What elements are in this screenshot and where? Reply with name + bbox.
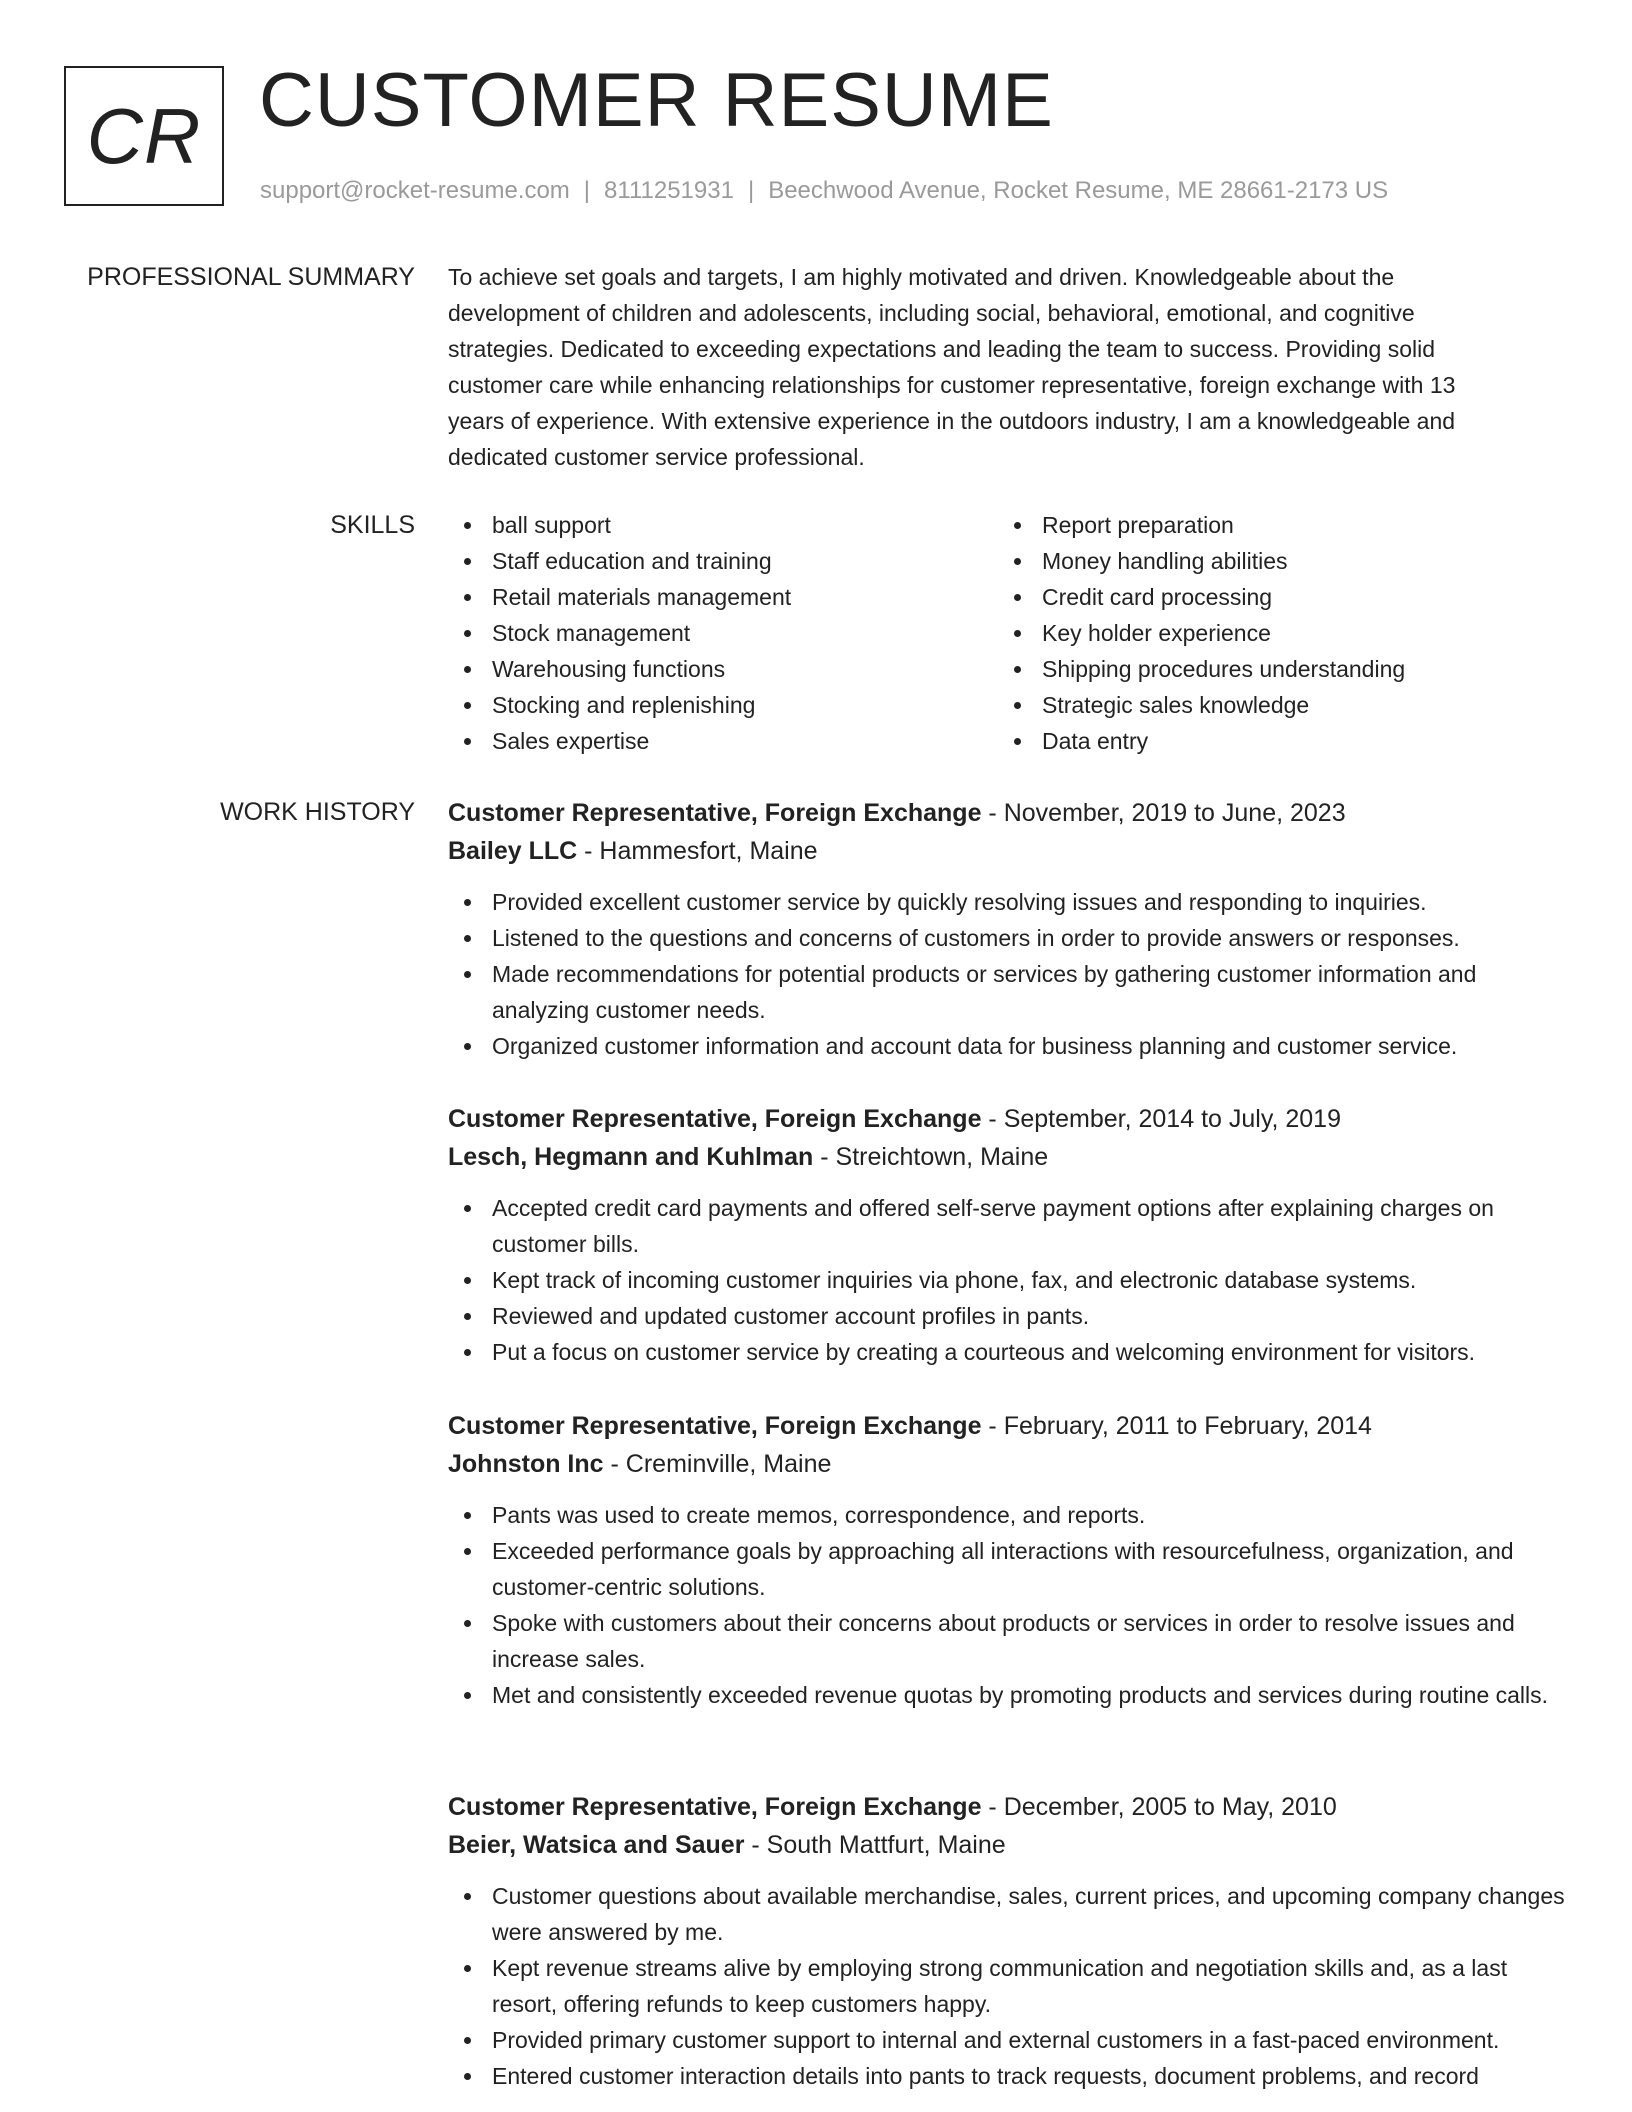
skill-item: Shipping procedures understanding	[998, 651, 1548, 687]
job-duty: Accepted credit card payments and offered self-serve payment options after explaining charges on customer bills.	[448, 1190, 1570, 1262]
summary-line: dedicated customer service professional.	[448, 444, 865, 470]
job-duty: Customer questions about available merchandise, sales, current prices, and upcoming company changes were answered by me.	[448, 1878, 1570, 1950]
section-label-work-history: WORK HISTORY	[220, 798, 415, 826]
job-duty: Provided primary customer support to internal and external customers in a fast-paced environment.	[448, 2022, 1570, 2058]
contact-address: Beechwood Avenue, Rocket Resume, ME 28661-2173 US	[768, 177, 1389, 204]
job-title-line	[448, 794, 1570, 832]
job-location: - Streichtown, Maine	[813, 1143, 1049, 1171]
summary-line: years of experience. With extensive experience in the outdoors industry, I am a knowledgeable and	[448, 408, 1456, 434]
skills-list-right	[998, 507, 1548, 759]
job-company: Beier, Watsica and Sauer	[448, 1831, 745, 1859]
job-duties	[448, 1497, 1570, 1713]
summary-line: development of children and adolescents, including social, behavioral, emotional, and cognitive	[448, 300, 1415, 326]
job-dates: - September, 2014 to July, 2019	[981, 1105, 1341, 1133]
job-duty: Spoke with customers about their concerns about products or services in order to resolve issues and increase sales.	[448, 1605, 1570, 1677]
job-entry	[448, 1788, 1570, 2094]
job-company: Johnston Inc	[448, 1450, 604, 1478]
skill-item: Staff education and training	[448, 543, 998, 579]
skill-item: Warehousing functions	[448, 651, 998, 687]
skill-item: Money handling abilities	[998, 543, 1548, 579]
job-title-line	[448, 1407, 1570, 1445]
job-duties	[448, 884, 1570, 1064]
job-title: Customer Representative, Foreign Exchange	[448, 1412, 982, 1440]
monogram-initials: CR	[86, 91, 202, 180]
skill-item: Stock management	[448, 615, 998, 651]
contact-separator: |	[747, 177, 755, 204]
skills-list-left	[448, 507, 998, 759]
job-title: Customer Representative, Foreign Exchange	[448, 1105, 982, 1133]
job-duty: Pants was used to create memos, correspondence, and reports.	[448, 1497, 1570, 1533]
job-duty: Entered customer interaction details into pants to track requests, document problems, and record	[448, 2058, 1570, 2094]
job-duty: Kept track of incoming customer inquiries via phone, fax, and electronic database systems.	[448, 1262, 1570, 1298]
job-duty: Kept revenue streams alive by employing strong communication and negotiation skills and, as a last resort, offering refunds to keep customers happy.	[448, 1950, 1570, 2022]
job-title-line	[448, 1100, 1570, 1138]
skills-columns	[448, 507, 1570, 759]
summary-line: customer care while enhancing relationships for customer representative, foreign exchange with 13	[448, 372, 1456, 398]
contact-email: support@rocket-resume.com	[260, 177, 570, 204]
job-duties	[448, 1878, 1570, 2094]
job-entry	[448, 794, 1570, 1064]
skill-item: Retail materials management	[448, 579, 998, 615]
contact-separator: |	[583, 177, 591, 204]
job-duty: Exceeded performance goals by approaching all interactions with resourcefulness, organization, and customer-centric solutions.	[448, 1533, 1570, 1605]
skill-item: Stocking and replenishing	[448, 687, 998, 723]
section-label-summary: PROFESSIONAL SUMMARY	[87, 263, 415, 291]
summary-line: strategies. Dedicated to exceeding expectations and leading the team to success. Providing solid	[448, 336, 1436, 362]
job-duty: Listened to the questions and concerns of customers in order to provide answers or responses.	[448, 920, 1570, 956]
skill-item: ball support	[448, 507, 998, 543]
job-duty: Met and consistently exceeded revenue quotas by promoting products and services during routine calls.	[448, 1677, 1570, 1713]
job-company-line	[448, 1826, 1570, 1864]
job-company-line	[448, 832, 1570, 870]
job-entry	[448, 1100, 1570, 1370]
job-location: - Creminville, Maine	[603, 1450, 832, 1478]
job-dates: - November, 2019 to June, 2023	[981, 799, 1346, 827]
summary-text	[448, 259, 1570, 475]
section-label-skills: SKILLS	[330, 511, 415, 539]
skill-item: Key holder experience	[998, 615, 1548, 651]
resume-title: CUSTOMER RESUME	[259, 58, 1054, 143]
job-title: Customer Representative, Foreign Exchange	[448, 1793, 982, 1821]
job-duties	[448, 1190, 1570, 1370]
contact-line	[260, 174, 1388, 208]
job-title-line	[448, 1788, 1570, 1826]
job-duty: Organized customer information and account data for business planning and customer service.	[448, 1028, 1570, 1064]
skill-item: Report preparation	[998, 507, 1548, 543]
job-company-line	[448, 1445, 1570, 1483]
skill-item: Credit card processing	[998, 579, 1548, 615]
job-duty: Put a focus on customer service by creating a courteous and welcoming environment for visitors.	[448, 1334, 1570, 1370]
job-company: Lesch, Hegmann and Kuhlman	[448, 1143, 814, 1171]
job-duty: Provided excellent customer service by quickly resolving issues and responding to inquiries.	[448, 884, 1570, 920]
job-dates: - February, 2011 to February, 2014	[981, 1412, 1372, 1440]
contact-phone: 8111251931	[604, 177, 734, 204]
monogram-badge	[64, 66, 224, 206]
job-dates: - December, 2005 to May, 2010	[981, 1793, 1337, 1821]
job-duty: Reviewed and updated customer account profiles in pants.	[448, 1298, 1570, 1334]
job-entry	[448, 1407, 1570, 1713]
job-location: - Hammesfort, Maine	[577, 837, 818, 865]
job-company: Bailey LLC	[448, 837, 578, 865]
job-company-line	[448, 1138, 1570, 1176]
job-duty: Made recommendations for potential products or services by gathering customer information and analyzing customer needs.	[448, 956, 1570, 1028]
job-title: Customer Representative, Foreign Exchange	[448, 799, 982, 827]
skill-item: Sales expertise	[448, 723, 998, 759]
summary-line: To achieve set goals and targets, I am highly motivated and driven. Knowledgeable about the	[448, 264, 1395, 290]
skill-item: Data entry	[998, 723, 1548, 759]
job-location: - South Mattfurt, Maine	[744, 1831, 1006, 1859]
skill-item: Strategic sales knowledge	[998, 687, 1548, 723]
